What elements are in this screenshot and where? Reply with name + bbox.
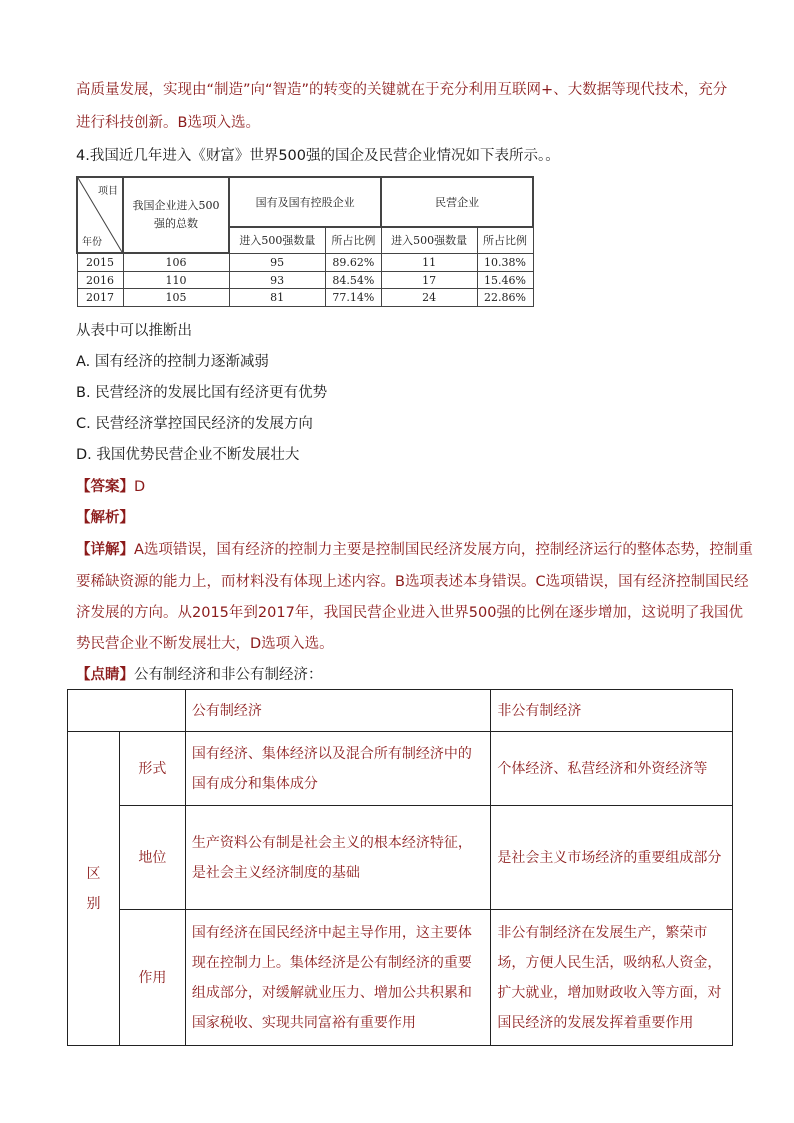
- table-row: [68, 806, 733, 910]
- cell-total: 110: [123, 271, 229, 289]
- cell-total: 106: [123, 253, 229, 271]
- header-empty-cell: [68, 690, 186, 732]
- answer-line: [76, 477, 145, 497]
- cell-private-count: 24: [381, 289, 477, 307]
- option-d: D. 我国优势民营企业不断发展壮大: [76, 447, 300, 463]
- detail-label: 【详解】: [76, 542, 134, 558]
- row-label: 形式: [119, 732, 185, 806]
- private-group-header: 民营企业: [381, 177, 533, 227]
- header-public: 公有制经济: [185, 690, 491, 732]
- option-b: B. 民营经济的发展比国有经济更有优势: [76, 385, 328, 401]
- option-c: C. 民营经济掌控国民经济的发展方向: [76, 416, 313, 432]
- cell-nonpublic: 非公有制经济在发展生产，繁荣市场，方便人民生活，吸纳私人资金，扩大就业，增加财政收入等方面，对国民经济的发展发挥着重要作用: [491, 910, 733, 1046]
- question-stem: 4.我国近几年进入《财富》世界500强的国企及民营企业情况如下表所示。。: [76, 148, 560, 164]
- private-ratio-header: 所占比例: [477, 227, 533, 253]
- cell-year: 2016: [77, 271, 123, 289]
- cell-total: 105: [123, 289, 229, 307]
- analysis-label: 【解析】: [76, 510, 134, 526]
- table-row: [77, 253, 533, 271]
- question-prompt: 从表中可以推断出: [76, 323, 192, 339]
- answer-value: D: [134, 479, 146, 495]
- cell-state-count: 93: [229, 271, 325, 289]
- table-row: [77, 289, 533, 307]
- cell-state-ratio: 84.54%: [325, 271, 381, 289]
- cell-state-count: 95: [229, 253, 325, 271]
- point-line: [76, 665, 323, 685]
- table-row: [68, 732, 733, 806]
- cell-nonpublic: 是社会主义市场经济的重要组成部分: [491, 806, 733, 910]
- cell-private-ratio: 22.86%: [477, 289, 533, 307]
- cell-private-ratio: 15.46%: [477, 271, 533, 289]
- corner-year-label: 年份: [82, 237, 102, 248]
- cell-private-count: 17: [381, 271, 477, 289]
- cell-private-count: 11: [381, 253, 477, 271]
- table-corner-cell: [77, 177, 123, 253]
- cell-private-ratio: 10.38%: [477, 253, 533, 271]
- state-group-header: 国有及国有控股企业: [229, 177, 381, 227]
- table-row: [68, 910, 733, 1046]
- state-ratio-header: 所占比例: [325, 227, 381, 253]
- detail-line-4: 势民营企业不断发展壮大，D选项入选。: [76, 636, 334, 652]
- detail-line-3: 济发展的方向。从2015年到2017年，我国民营企业进入世界500强的比例在逐步增加，这说明了我国优: [76, 605, 743, 621]
- option-a: A. 国有经济的控制力逐渐减弱: [76, 354, 269, 370]
- state-count-header: 进入500强数量: [229, 227, 325, 253]
- detail-text-1: A选项错误，国有经济的控制力主要是控制国民经济发展方向，控制经济运行的整体态势，控制重: [134, 542, 753, 558]
- cell-public: 生产资料公有制是社会主义的根本经济特征，是社会主义经济制度的基础: [185, 806, 491, 910]
- header-nonpublic: 非公有制经济: [491, 690, 733, 732]
- point-text: 公有制经济和非公有制经济：: [134, 667, 323, 683]
- row-label: 作用: [119, 910, 185, 1046]
- cell-public: 国有经济在国民经济中起主导作用，这主要体现在控制力上。集体经济是公有制经济的重要组成部分，对缓解就业压力、增加公共积累和国家税收、实现共同富裕有重要作用: [185, 910, 491, 1046]
- group-char-1: 区: [86, 865, 101, 882]
- cell-year: 2015: [77, 253, 123, 271]
- intro-line-2: 进行科技创新。B选项入选。: [76, 115, 260, 131]
- detail-line-2: 要稀缺资源的能力上，而材料没有体现上述内容。B选项表述本身错误。C选项错误，国有经济控制国民经: [76, 574, 749, 590]
- row-label: 地位: [119, 806, 185, 910]
- point-label: 【点睛】: [76, 667, 134, 683]
- cell-state-ratio: 89.62%: [325, 253, 381, 271]
- cell-state-count: 81: [229, 289, 325, 307]
- cell-year: 2017: [77, 289, 123, 307]
- corner-item-label: 项目: [98, 186, 118, 197]
- group-char-2: 别: [86, 895, 101, 912]
- total-header: 我国企业进入500强的总数: [123, 177, 229, 253]
- scanned-data-table: [76, 176, 534, 307]
- cell-public: 国有经济、集体经济以及混合所有制经济中的国有成分和集体成分: [185, 732, 491, 806]
- intro-line-1: 高质量发展，实现由“制造”向“智造”的转变的关键就在于充分利用互联网+、大数据等现代技术，充分: [76, 82, 728, 98]
- group-label-cell: [68, 732, 120, 1046]
- private-count-header: 进入500强数量: [381, 227, 477, 253]
- cell-state-ratio: 77.14%: [325, 289, 381, 307]
- detail-line-1: [76, 540, 753, 560]
- table-row: [77, 271, 533, 289]
- answer-label: 【答案】: [76, 479, 134, 495]
- comparison-table: [67, 689, 733, 1045]
- cell-nonpublic: 个体经济、私营经济和外资经济等: [491, 732, 733, 806]
